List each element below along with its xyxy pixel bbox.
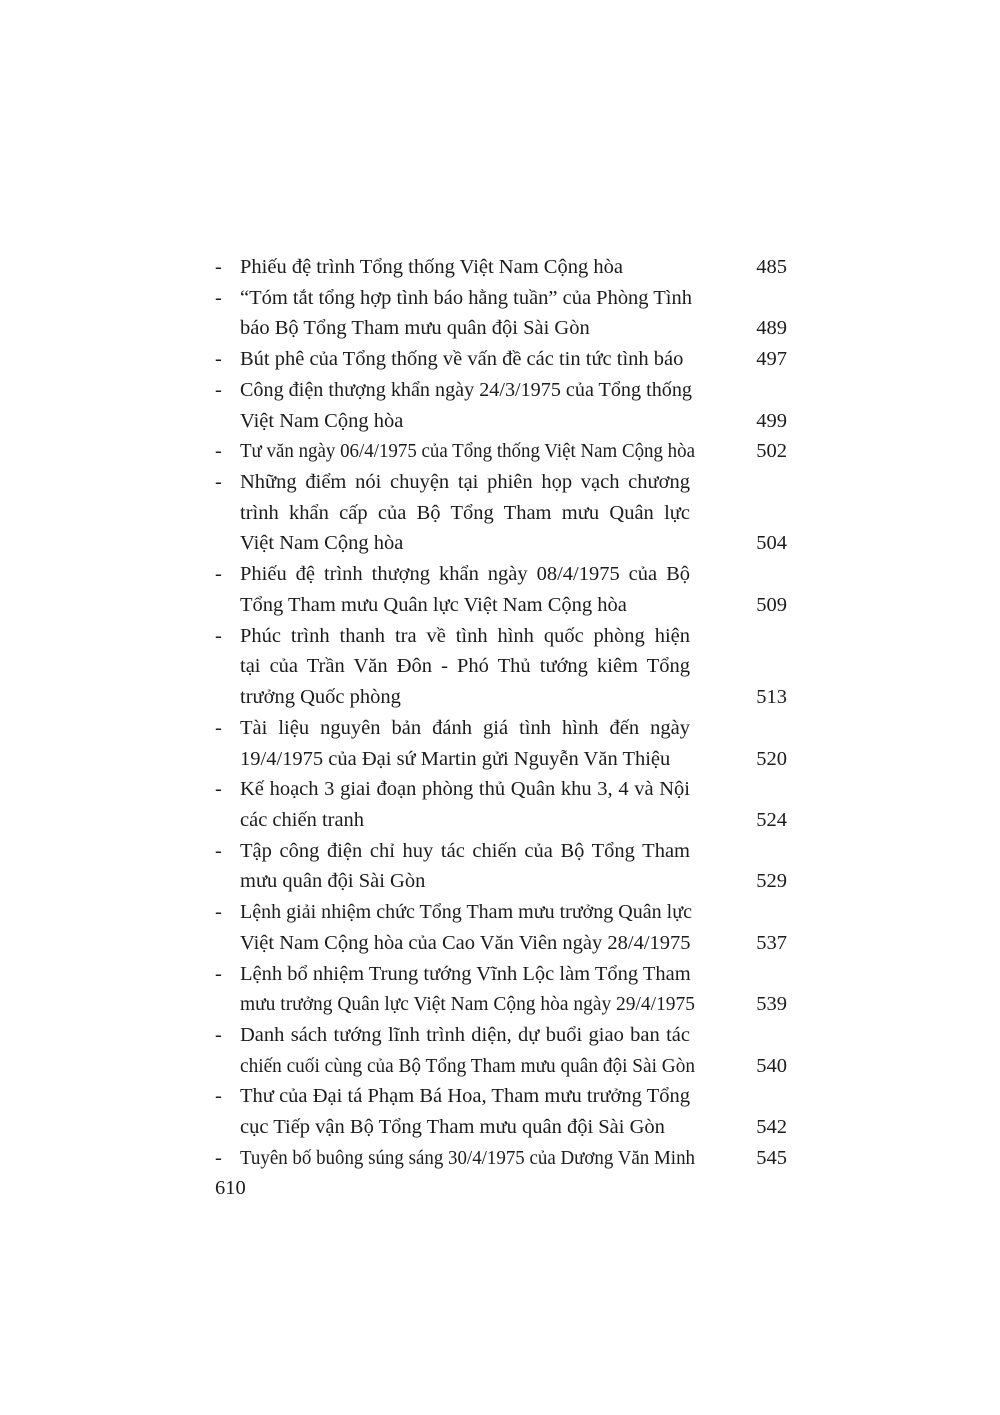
entry-text: Việt Nam Cộng hòa của Cao Văn Viên ngày 28/4/1975 <box>240 931 691 954</box>
dash-spacer <box>215 313 240 344</box>
entry-text: Tư văn ngày 06/4/1975 của Tổng thống Việt Nam Cộng hòa <box>240 440 695 463</box>
page-number: 504 <box>756 532 787 555</box>
dash-bullet: - <box>215 1085 222 1108</box>
dash-spacer <box>215 805 240 836</box>
dash-spacer <box>215 590 240 621</box>
toc-line <box>215 406 787 437</box>
dash-bullet: - <box>215 286 222 309</box>
toc-line <box>215 1020 787 1051</box>
toc-entry <box>215 774 787 835</box>
page-number: 542 <box>756 1116 787 1139</box>
dash-bullet: - <box>215 563 222 586</box>
toc-line <box>215 590 787 621</box>
toc-entry <box>215 1020 787 1081</box>
entry-text: Việt Nam Cộng hòa <box>240 409 404 432</box>
toc-entry <box>215 836 787 897</box>
page-folio: 610 <box>215 1177 246 1199</box>
toc-entry <box>215 252 787 283</box>
toc-entry <box>215 559 787 620</box>
entry-text: Phúc trình thanh tra về tình hình quốc phòng hiện <box>240 624 690 647</box>
toc-line <box>215 283 787 314</box>
toc-line <box>215 621 787 652</box>
dash-bullet: - <box>215 378 222 401</box>
entry-text: báo Bộ Tổng Tham mưu quân đội Sài Gòn <box>240 317 590 340</box>
entry-text: Lệnh giải nhiệm chức Tổng Tham mưu trưởng Quân lực <box>240 901 692 924</box>
entry-text: Tổng Tham mưu Quân lực Việt Nam Cộng hòa <box>240 593 627 616</box>
entry-text: cục Tiếp vận Bộ Tổng Tham mưu quân đội Sài Gòn <box>240 1116 665 1139</box>
dash-bullet: - <box>215 901 222 924</box>
toc-line <box>215 713 787 744</box>
toc-entry <box>215 283 787 344</box>
dash-bullet: - <box>215 348 222 371</box>
toc-entry <box>215 1143 787 1174</box>
toc-line <box>215 744 787 775</box>
entry-text: 19/4/1975 của Đại sứ Martin gửi Nguyễn Văn Thiệu <box>240 747 671 770</box>
dash-spacer <box>215 1112 240 1143</box>
dash-bullet: - <box>215 1146 222 1169</box>
page-number: 529 <box>756 870 787 893</box>
toc-line <box>215 498 787 529</box>
toc-line <box>215 897 787 928</box>
toc-line <box>215 774 787 805</box>
entry-text: các chiến tranh <box>240 808 365 831</box>
toc-line <box>215 344 787 375</box>
toc-line <box>215 559 787 590</box>
entry-text: mưu quân đội Sài Gòn <box>240 870 426 893</box>
page-number: 539 <box>756 993 787 1016</box>
entry-text: Bút phê của Tổng thống về vấn đề các tin tức tình báo <box>240 348 684 371</box>
dash-bullet: - <box>215 256 222 278</box>
toc-line <box>215 682 787 713</box>
dash-spacer <box>215 498 240 529</box>
entry-text: Lệnh bổ nhiệm Trung tướng Vĩnh Lộc làm Tổng Tham <box>240 962 691 985</box>
toc-line <box>215 436 787 467</box>
toc-list <box>215 252 787 1174</box>
entry-text: Thư của Đại tá Phạm Bá Hoa, Tham mưu trưởng Tổng <box>240 1085 690 1108</box>
toc-entry <box>215 436 787 467</box>
page-number: 513 <box>756 686 787 709</box>
toc-entry <box>215 1081 787 1142</box>
entry-text: mưu trưởng Quân lực Việt Nam Cộng hòa ngày 29/4/1975 <box>240 993 695 1016</box>
dash-spacer <box>215 989 240 1020</box>
dash-bullet: - <box>215 778 222 801</box>
toc-entry <box>215 375 787 436</box>
toc-entry <box>215 344 787 375</box>
page-number: 499 <box>756 409 787 432</box>
page-number: 545 <box>756 1146 787 1169</box>
toc-entry <box>215 897 787 958</box>
toc-line <box>215 836 787 867</box>
dash-spacer <box>215 1051 240 1082</box>
entry-text: Việt Nam Cộng hòa <box>240 532 404 555</box>
dash-bullet: - <box>215 1023 222 1046</box>
toc-entry <box>215 621 787 713</box>
toc-line <box>215 959 787 990</box>
page-number: 497 <box>756 348 787 371</box>
entry-text: Công điện thượng khẩn ngày 24/3/1975 của Tổng thống <box>240 378 692 401</box>
toc-line <box>215 928 787 959</box>
entry-text: tại của Trần Văn Đôn - Phó Thủ tướng kiêm Tổng <box>240 655 690 678</box>
dash-bullet: - <box>215 962 222 985</box>
entry-text: trình khẩn cấp của Bộ Tổng Tham mưu Quân lực <box>240 501 690 524</box>
toc-line <box>215 866 787 897</box>
toc-line <box>215 1143 787 1174</box>
dash-bullet: - <box>215 471 222 494</box>
toc-line <box>215 1051 787 1082</box>
toc-line <box>215 313 787 344</box>
dash-bullet: - <box>215 624 222 647</box>
dash-bullet: - <box>215 440 222 463</box>
entry-text: Phiếu đệ trình Tổng thống Việt Nam Cộng hòa <box>240 256 623 278</box>
dash-spacer <box>215 682 240 713</box>
page-number: 502 <box>756 440 787 463</box>
entry-text: Phiếu đệ trình thượng khẩn ngày 08/4/1975 của Bộ <box>240 563 690 586</box>
entry-text: chiến cuối cùng của Bộ Tổng Tham mưu quân đội Sài Gòn <box>240 1054 695 1077</box>
entry-text: Tuyên bố buông súng sáng 30/4/1975 của Dương Văn Minh <box>240 1146 695 1169</box>
toc-line <box>215 1112 787 1143</box>
dash-spacer <box>215 406 240 437</box>
page-number: 520 <box>756 747 787 770</box>
entry-text: Tài liệu nguyên bản đánh giá tình hình đến ngày <box>240 716 690 739</box>
dash-spacer <box>215 866 240 897</box>
dash-spacer <box>215 651 240 682</box>
toc-entry <box>215 467 787 559</box>
toc-line <box>215 989 787 1020</box>
entry-text: Danh sách tướng lĩnh trình diện, dự buổi giao ban tác <box>240 1023 690 1046</box>
dash-spacer <box>215 528 240 559</box>
dash-bullet: - <box>215 716 222 739</box>
page-number: 540 <box>756 1054 787 1077</box>
dash-spacer <box>215 928 240 959</box>
dash-spacer <box>215 744 240 775</box>
entry-text: Những điểm nói chuyện tại phiên họp vạch chương <box>240 471 690 494</box>
page-number: 485 <box>756 256 787 278</box>
toc-line <box>215 1081 787 1112</box>
toc-entry <box>215 713 787 774</box>
toc-line <box>215 467 787 498</box>
page-number: 489 <box>756 317 787 340</box>
page-number: 524 <box>756 808 787 831</box>
toc-line <box>215 805 787 836</box>
entry-text: Kế hoạch 3 giai đoạn phòng thủ Quân khu 3, 4 và Nội <box>240 778 690 801</box>
page-number: 509 <box>756 593 787 616</box>
page-number: 537 <box>756 931 787 954</box>
entry-text: trưởng Quốc phòng <box>240 686 401 709</box>
toc-line <box>215 528 787 559</box>
toc-line <box>215 375 787 406</box>
toc-entry <box>215 959 787 1020</box>
toc-line <box>215 252 787 283</box>
entry-text: “Tóm tắt tổng hợp tình báo hằng tuần” của Phòng Tình <box>240 286 692 309</box>
dash-bullet: - <box>215 839 222 862</box>
entry-text: Tập công điện chỉ huy tác chiến của Bộ Tổng Tham <box>240 839 690 862</box>
toc-line <box>215 651 787 682</box>
